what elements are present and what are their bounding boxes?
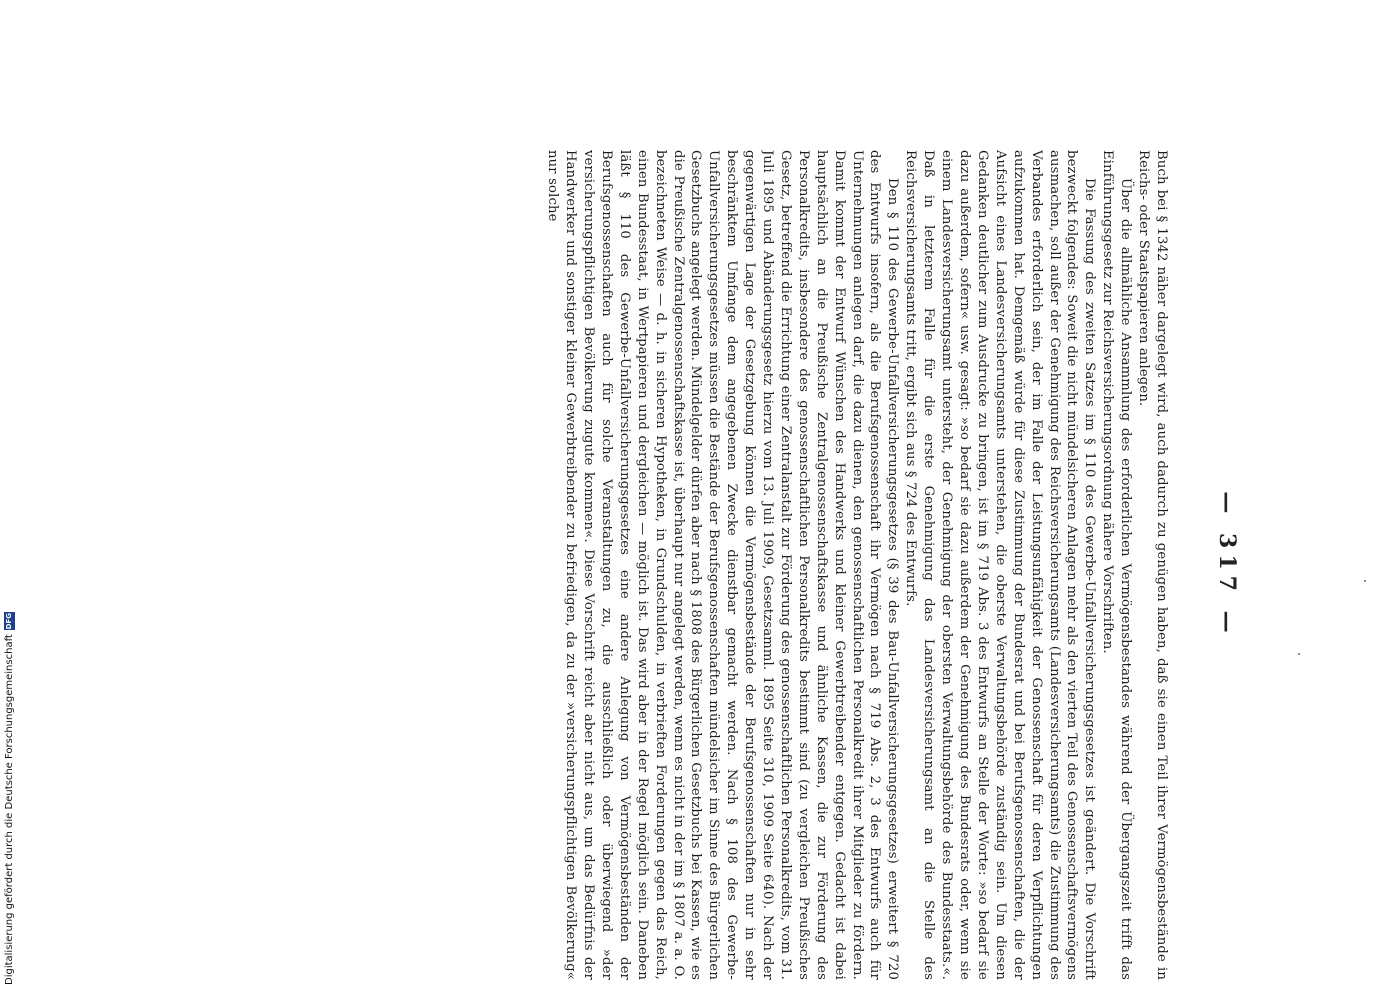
scan-speck: [1298, 653, 1300, 655]
paragraph: Die Fassung des zweiten Satzes im § 110 des Gewerbe-Unfallversicherungsgesetzes ist geändert. Die Vorschrift bezweckt folgendes: Soweit die nicht mündelsicheren Anlagen mehr als den vierten Teil des Genossenschaftsvermögens ausmachen, soll außer der Genehmigung des Reichsversicherungsamts (Landesversicherungsamts) die Zustimmung des Verbandes erforderlich sein, der im Falle der Leistungsunfähigkeit der Genossenschaft für deren Verpflichtungen aufzukommen hat. Demgemäß würde für diese Zustimmung der Bundesrat und bei Berufsgenossenschaften, die der Aufsicht eines Landesversicherungsamts unterstehen, die oberste Verwaltungsbehörde zuständig sein. Um diesen Gedanken deutlicher zum Ausdrucke zu bringen, ist im § 719 Abs. 3 des Entwurfs an Stelle der Worte: »so bedarf sie dazu außerdem, sofern« usw. gesagt: »so bedarf sie dazu außerdem der Genehmigung des Bundesrats oder, wenn sie einem Landesversicherungsamt untersteht, der Genehmigung der obersten Verwaltungsbehörde des Bundesstaats.«. Daß in letzterem Falle für die erste Genehmigung das Landesversicherungsamt an die Stelle des Reichsversicherungsamts tritt, ergibt sich aus § 724 des Entwurfs.: [903, 150, 1098, 980]
dfg-logo-icon: DFG: [4, 612, 13, 630]
paragraph: Den § 110 des Gewerbe-Unfallversicherungsgesetzes (§ 39 des Bau-Unfallversicherungsgesetzes) erweitert § 720 des Entwurfs insofern, als die Berufsgenossenschaft ihr Vermögen nach § 719 Abs. 2, 3 des Entwurfs auch für Unternehmungen anlegen darf, die dazu dienen, den genossenschaftlichen Personalkredit ihrer Mitglieder zu fördern. Damit kommt der Entwurf Wünschen des Handwerks und kleiner Gewerbtreibender entgegen. Gedacht ist dabei hauptsächlich an die Preußische Zentralgenossenschaftskasse und ähnliche Kassen, die zur Förderung des Personalkredits, insbesondere des genossenschaftlichen Personalkredits bestimmt sind (zu vergleichen Preußisches Gesetz, betreffend die Errichtung einer Zentralanstalt zur Förderung des genossenschaftlichen Personalkredits, vom 31. Juli 1895 und Abänderungsgesetz hierzu vom 13. Juli 1909, Gesetzsamml. 1895 Seite 310, 1909 Seite 640). Nach der gegenwärtigen Lage der Gesetzgebung können die Vermögensbestände der Berufsgenossenschaften nur in sehr beschränktem Umfange dem angegebenen Zwecke dienstbar gemacht werden. Nach § 108 des Gewerbe-Unfallversicherungsgesetzes müssen die Bestände der Berufsgenossenschaften mündelsicher im Sinne des Bürgerlichen Gesetzbuchs angelegt werden. Mündelgelder dürfen aber nach § 1808 des Bürgerlichen Gesetzbuchs bei Kassen, wie es die Preußische Zentralgenossenschaftskasse ist, überhaupt nur angelegt werden, wenn es nicht in der im § 1807 a. a. O. bezeichneten Weise — d. h. in sicheren Hypotheken, in Grundschulden, in verbrieften Forderungen gegen das Reich, einen Bundesstaat, in Wertpapieren und dergleichen — möglich ist. Das wird aber in der Regel möglich sein. Daneben läßt § 110 des Gewerbe-Unfallversicherungsgesetzes eine andere Anlegung von Vermögensbeständen der Berufsgenossenschaften auch für solche Veranstaltungen zu, die ausschließlich oder überwiegend »der versicherungspflichtigen Bevölkerung zugute kommen«. Diese Vorschrift reicht aber nicht aus, um das Bedürfnis der Handwerker und sonstiger kleiner Gewerbtreibender zu befriedigen, da zu der »versicherungspflichtigen Bevölkerung« nur solche: [545, 150, 901, 980]
paragraph: Über die allmähliche Ansammlung des erforderlichen Vermögensbestandes während der Übergangszeit trifft das Einführungsgesetz zur Reichsversicherungsordnung nähere Vorschriften.: [1100, 150, 1134, 980]
scan-speck: [1364, 580, 1366, 582]
paragraph: Buch bei § 1342 näher dargelegt wird, auch dadurch zu genügen haben, daß sie einen Teil ihrer Vermögensbestände in Reichs- oder Staatspapieren anlegen.: [1136, 150, 1169, 980]
digitization-credit: [2, 605, 16, 985]
body-text: [160, 150, 1170, 980]
credit-text: Digitalisierung gefördert durch die Deutsche Forschungsgemeinschaft: [3, 634, 15, 985]
rotated-page-content: [150, 150, 1240, 980]
page-number: — 317 —: [1214, 491, 1240, 639]
